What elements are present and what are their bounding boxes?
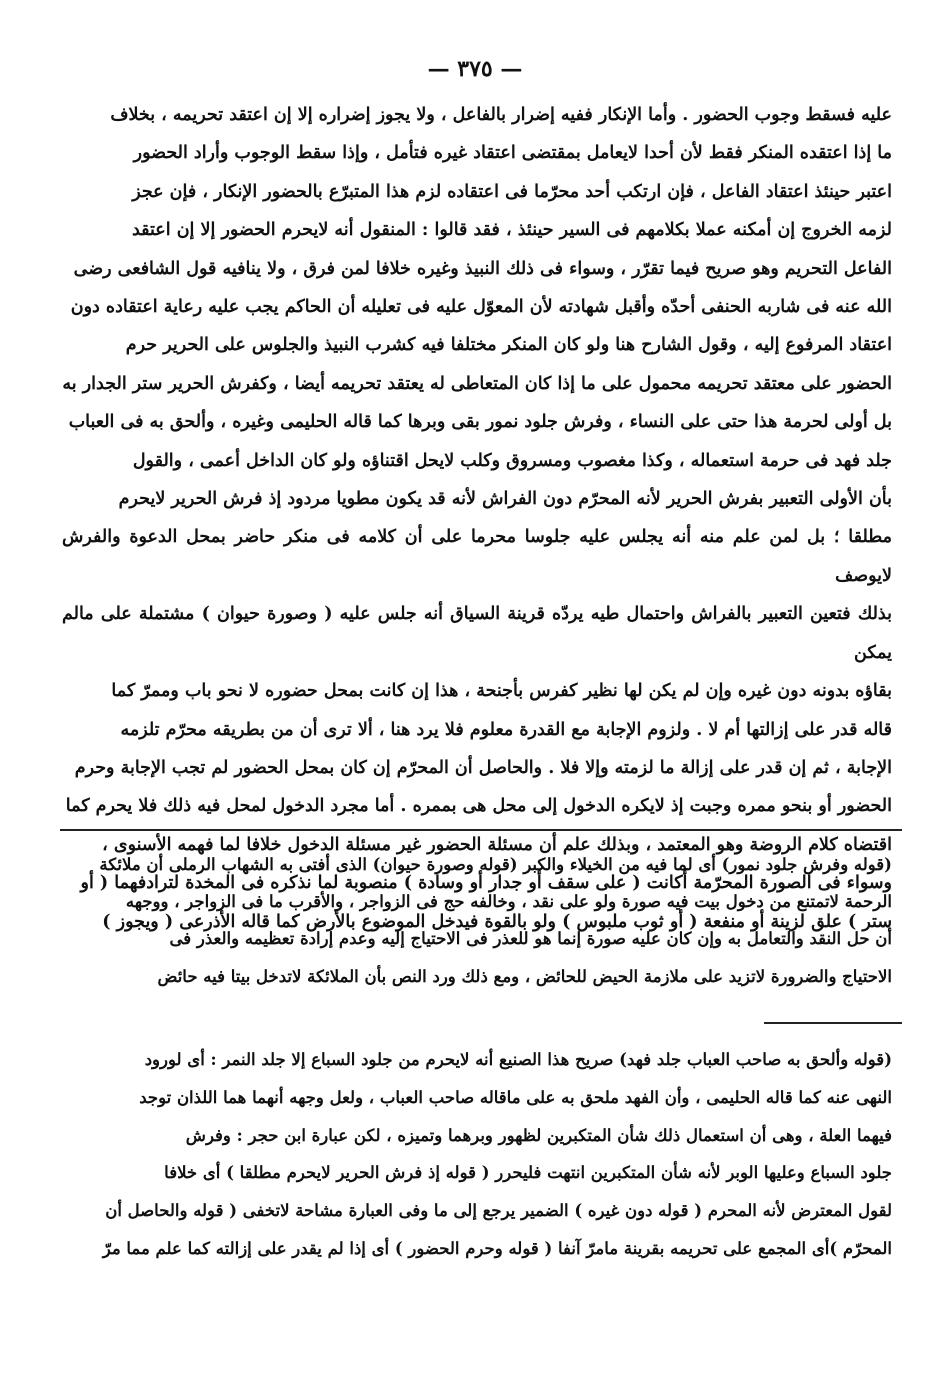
footnote-line: أن حل النقد والتعامل به وإن كان عليه صورة إنما هو للعذر فى الاحتياج إليه وعدم إرادة تعظيمه والعذر فى xyxy=(169,929,892,949)
main-text-line: اعتقاد المرفوع إليه ، وقول الشارح هنا ولو كان المنكر مختلفا فيه كشرب النبيذ والجلوس على الحرير حرم xyxy=(125,335,892,356)
footnote-line: النهى عنه كما قاله الحليمى ، وأن الفهد ملحق به على ماقاله صاحب العباب ، ولعل وجهه أنهما هما اللذان توجد xyxy=(139,1087,892,1107)
main-text-line: مطلقا ؛ بل لمن علم منه أنه يجلس عليه جلوسا محرما على أن كلامه فى منكر حاضر بمحل الدعوة والفرش لايوصف xyxy=(62,527,892,586)
main-text-line: الله عنه فى شاربه الحنفى أحدّه وأقبل شهادته لأن المعوّل عليه فى تعليله أن الحاكم يجب عليه رعاية اعتقاده دون xyxy=(70,297,892,318)
main-text-line: بل أولى لحرمة هذا حتى على النساء ، وفرش جلود نمور بقى وبرها كما قاله الحليمى وغيره ، وألحق به فى العباب xyxy=(68,412,892,433)
main-text-line: الحضور على معتقد تحريمه محمول على ما إذا كان المتعاطى له يعتقد تحريمه أيضا ، وكفرش الحرير ستر الجدار به xyxy=(62,373,892,394)
main-text-line: ستر ) علق لزينة أو منفعة ( أو ثوب ملبوس ) ولو بالقوة فيدخل الموضوع بالأرض كما قاله الأذرعى ( ويجوز ) xyxy=(102,911,892,932)
main-text xyxy=(62,96,892,941)
main-text-line: الحضور أو بنحو ممره وجبت إذ لايكره الدخول إلى محل هى بممره . أما مجرد الدخول لمحل فيه ذلك فلا يحرم كما xyxy=(65,796,892,817)
footnote-line: الرحمة لاتمتنع من دخول بيت فيه صورة ولو على نقد ، وخالفه حج فى الزواجر ، والأقرب ما فى الزواجر ، ووجهه xyxy=(125,892,892,912)
footnote-block-2 xyxy=(62,1041,892,1268)
main-text-divider xyxy=(60,829,902,831)
main-text-line: اقتضاه كلام الروضة وهو المعتمد ، وبذلك علم أن مسئلة الحضور غير مسئلة الدخول خلافا لما فهمه الأسنوى ، xyxy=(102,834,892,855)
main-text-line: بقاؤه بدونه دون غيره وإن لم يكن لها نظير كفرس بأجنحة ، هذا إن كانت بمحل حضوره لا نحو باب وممرّ كما xyxy=(111,681,892,702)
main-text-line: وسواء فى الصورة المحرّمة أكانت ( على سقف أو جدار أو وسادة ) منصوبة لما نذكره فى المخدة لترادفهما ( أو xyxy=(80,873,892,894)
main-text-line: الإجابة ، ثم إن قدر على إزالة ما لزمته وإلا فلا . والحاصل أن المحرّم إن كان بمحل الحضور لم تجب الإجابة وحرم xyxy=(74,757,892,778)
footnote-line: جلود السباع وعليها الوبر لأنه شأن المتكبرين انتهت فليحرر ( قوله إذ فرش الحرير لايحرم مطلقا ) أى خلافا xyxy=(164,1163,892,1183)
main-text-line: الفاعل التحريم وهو صريح فيما تقرّر ، وسواء فى ذلك النبيذ وغيره خلافا لمن فرق ، ولا ينافيه قول الشافعى رضى xyxy=(73,258,892,279)
footnote-line: (قوله وفرش جلود نمور) أى لما فيه من الخيلاء والكبر (قوله وصورة حيوان) الذى أفتى به الشهاب الرملى أن ملائكة xyxy=(99,855,892,874)
main-text-line: بذلك فتعين التعبير بالفراش واحتمال طيه يردّه قرينة السياق أنه جلس عليه ( وصورة حيوان ) مشتملة على مالم يمكن xyxy=(62,604,892,663)
page-number: — ٣٧٥ — xyxy=(427,56,523,82)
footnote-line: لقول المعترض لأنه المحرم ( قوله دون غيره ) الضمير يرجع إلى ما وفى العبارة مشاحة لاتخفى ( قوله والحاصل أن xyxy=(105,1201,892,1221)
main-text-line: بأن الأولى التعبير بفرش الحرير لأنه المحرّم دون الفراش لأنه قد يكون مطويا مردود إذ فرش الحرير لايحرم xyxy=(118,489,892,510)
main-text-line: قاله قدر على إزالتها أم لا . ولزوم الإجابة مع القدرة معلوم فلا يرد هنا ، ألا ترى أن من بطريقه محرّم تلزمه xyxy=(120,719,892,740)
footnote-line: فيهما العلة ، وهى أن استعمال ذلك شأن المتكبرين لظهور وبرهما وتميزه ، لكن عبارة ابن حجر : وفرش xyxy=(185,1125,892,1145)
main-text-line: اعتبر حينئذ اعتقاد الفاعل ، فإن ارتكب أحد محرّما فى اعتقاده لزم هذا المتبرّع بالحضور الإنكار ، فإن عجز xyxy=(132,181,892,202)
footnote-divider xyxy=(764,1022,902,1024)
footnote-line: (قوله وألحق به صاحب العباب جلد فهد) صريح هذا الصنيع أنه لايحرم من جلود السباع إلا جلد النمر : أى لورود xyxy=(144,1050,892,1069)
footnote-line: الاحتياج والضرورة لاتزيد على ملازمة الحيض للحائض ، ومع ذلك ورد النص بأن الملائكة لاتدخل بيتا فيه حائض xyxy=(157,966,892,986)
main-text-line: عليه فسقط وجوب الحضور . وأما الإنكار ففيه إضرار بالفاعل ، ولا يجوز إضراره إلا إن اعتقد تحريمه ، بخلاف xyxy=(110,105,892,125)
main-text-line: لزمه الخروج إن أمكنه عملا بكلامهم فى السير حينئذ ، فقد قالوا : المنقول أنه لايحرم الحضور إلا إن اعتقد xyxy=(131,220,892,241)
main-text-line: جلد فهد فى حرمة استعماله ، وكذا مغصوب ومسروق وكلب لايحل اقتناؤه ولو كان الداخل أعمى ، والقول xyxy=(132,450,892,471)
footnote-line: المحرّم )أى المجمع على تحريمه بقرينة مامرّ آنفا ( قوله وحرم الحضور ) أى إذا لم يقدر على إزالته كما علم مما مرّ xyxy=(102,1238,892,1258)
main-text-line: ما إذا اعتقده المنكر فقط لأن أحدا لايعامل بمقتضى اعتقاد غيره فتأمل ، وإذا سقط الوجوب وأراد الحضور xyxy=(133,143,892,164)
footnote-block-1 xyxy=(62,846,892,995)
